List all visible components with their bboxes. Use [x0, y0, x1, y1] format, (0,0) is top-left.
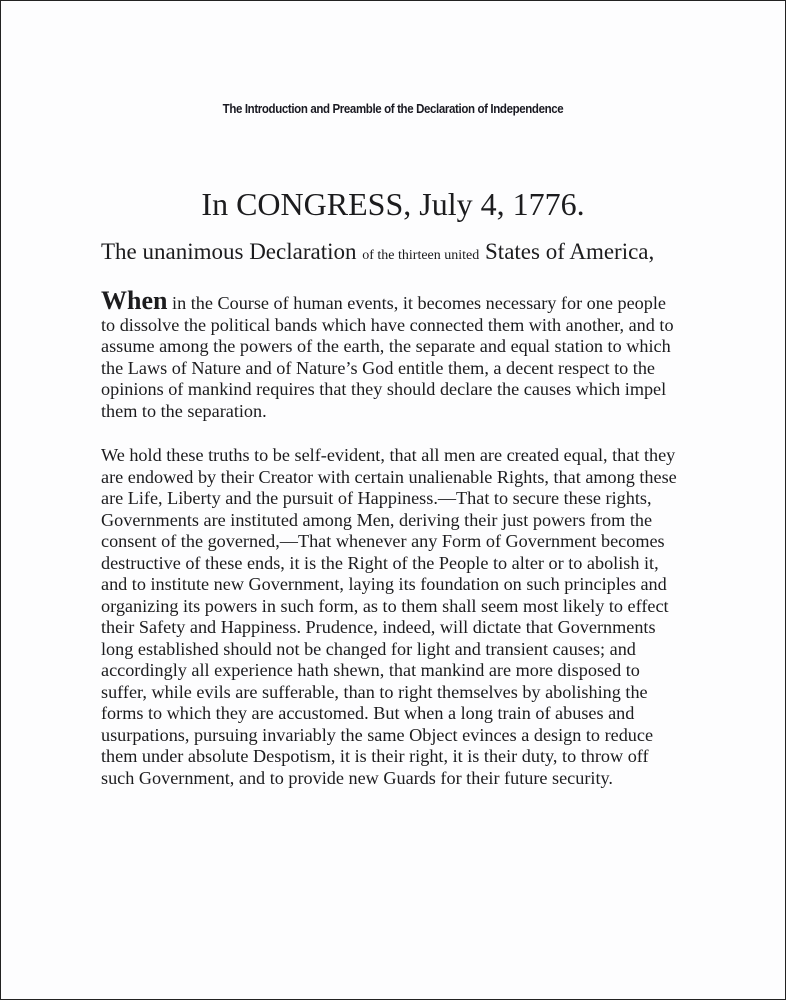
- paragraph-line: them to the separation.: [101, 400, 267, 421]
- paragraph-line: organizing its powers in such form, as to them shall seem most likely to effect: [101, 595, 669, 616]
- paragraph-line: destructive of these ends, it is the Right of the People to alter or to abolish it,: [101, 552, 659, 573]
- paragraph-line: We hold these truths to be self-evident, that all men are created equal, that they: [101, 445, 676, 465]
- subtitle-part-3: States of America,: [485, 239, 655, 264]
- subtitle-part-1: The unanimous Declaration: [101, 239, 357, 264]
- paragraph-line: and to institute new Government, laying its foundation on such principles and: [101, 574, 667, 594]
- paragraph-line: [101, 286, 711, 315]
- paragraph-line: are endowed by their Creator with certain unalienable Rights, that among these: [101, 466, 677, 487]
- paragraph-line: are Life, Liberty and the pursuit of Happiness.—That to secure these rights,: [101, 488, 652, 508]
- paragraph-line: to dissolve the political bands which have connected them with another, and to: [101, 314, 674, 335]
- lead-word: When: [101, 286, 168, 315]
- paragraph-line: them under absolute Despotism, it is their right, it is their duty, to throw off: [101, 746, 649, 766]
- paragraph-line: such Government, and to provide new Guards for their future security.: [101, 767, 613, 788]
- paragraph-line: usurpations, pursuing invariably the same Object evinces a design to reduce: [101, 724, 654, 745]
- paragraph-line: long established should not be changed for light and transient causes; and: [101, 638, 636, 659]
- preamble-paragraph: [101, 445, 711, 789]
- introduction-paragraph: [101, 286, 711, 422]
- paragraph-line: opinions of mankind requires that they should declare the causes which impel: [101, 379, 667, 399]
- document-heading: In CONGRESS, July 4, 1776.: [201, 186, 585, 222]
- paragraph-line: the Laws of Nature and of Nature’s God entitle them, a decent respect to the: [101, 357, 656, 378]
- document-subtitle: [101, 239, 701, 265]
- paragraph-line: assume among the powers of the earth, the separate and equal station to which: [101, 336, 671, 356]
- paragraph-line: consent of the governed,—That whenever any Form of Government becomes: [101, 531, 665, 551]
- subtitle-part-2: of the thirteen united: [362, 248, 480, 263]
- paragraph-line: accordingly all experience hath shewn, that mankind are more disposed to: [101, 660, 640, 680]
- line-text: in the Course of human events, it becomes necessary for one people: [167, 293, 666, 313]
- paragraph-line: suffer, while evils are sufferable, than to right themselves by abolishing the: [101, 681, 648, 702]
- paragraph-line: forms to which they are accustomed. But when a long train of abuses and: [101, 703, 635, 723]
- page-header-title: The Introduction and Preamble of the Declaration of Independence: [222, 102, 564, 116]
- paragraph-line: Governments are instituted among Men, deriving their just powers from the: [101, 509, 653, 530]
- paragraph-line: their Safety and Happiness. Prudence, indeed, will dictate that Governments: [101, 617, 656, 637]
